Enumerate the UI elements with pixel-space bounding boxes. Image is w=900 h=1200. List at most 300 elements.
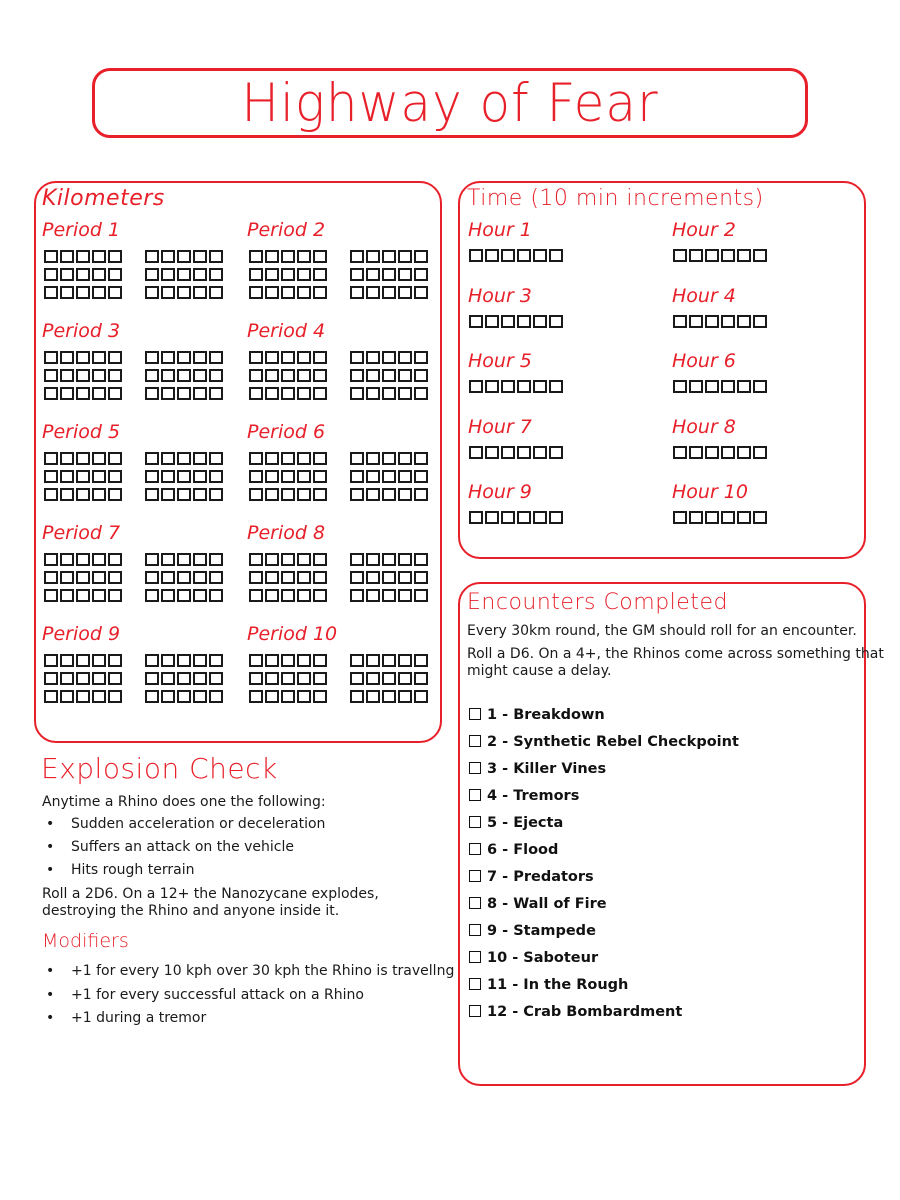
km-checkbox[interactable] bbox=[382, 387, 396, 400]
km-checkbox[interactable] bbox=[281, 553, 295, 566]
km-checkbox[interactable] bbox=[398, 553, 412, 566]
km-checkbox[interactable] bbox=[414, 286, 428, 299]
time-checkbox[interactable] bbox=[753, 315, 767, 328]
km-checkbox[interactable] bbox=[414, 553, 428, 566]
km-checkbox[interactable] bbox=[297, 286, 311, 299]
km-checkbox[interactable] bbox=[297, 654, 311, 667]
km-checkbox[interactable] bbox=[382, 589, 396, 602]
km-checkbox[interactable] bbox=[161, 286, 175, 299]
km-checkbox[interactable] bbox=[145, 387, 159, 400]
km-checkbox[interactable] bbox=[193, 589, 207, 602]
km-checkbox[interactable] bbox=[44, 268, 58, 281]
encounter-item[interactable] bbox=[469, 788, 579, 804]
km-checkbox[interactable] bbox=[193, 672, 207, 685]
km-checkbox[interactable] bbox=[145, 470, 159, 483]
km-checkbox[interactable] bbox=[108, 268, 122, 281]
km-checkbox[interactable] bbox=[92, 553, 106, 566]
time-checkbox[interactable] bbox=[721, 446, 735, 459]
km-checkbox[interactable] bbox=[265, 250, 279, 263]
km-checkbox[interactable] bbox=[177, 387, 191, 400]
time-checkbox[interactable] bbox=[673, 249, 687, 262]
km-checkbox[interactable] bbox=[249, 268, 263, 281]
km-checkbox[interactable] bbox=[209, 250, 223, 263]
km-checkbox[interactable] bbox=[209, 268, 223, 281]
km-checkbox[interactable] bbox=[193, 654, 207, 667]
km-checkbox[interactable] bbox=[108, 488, 122, 501]
km-checkbox[interactable] bbox=[60, 571, 74, 584]
time-checkbox[interactable] bbox=[517, 511, 531, 524]
time-checkbox[interactable] bbox=[705, 315, 719, 328]
km-checkbox[interactable] bbox=[350, 452, 364, 465]
time-checkbox[interactable] bbox=[673, 315, 687, 328]
time-checkbox[interactable] bbox=[737, 511, 751, 524]
km-checkbox[interactable] bbox=[265, 452, 279, 465]
km-checkbox[interactable] bbox=[265, 488, 279, 501]
km-checkbox[interactable] bbox=[281, 286, 295, 299]
encounter-item[interactable] bbox=[469, 842, 558, 858]
km-checkbox[interactable] bbox=[60, 672, 74, 685]
km-checkbox[interactable] bbox=[281, 268, 295, 281]
km-checkbox[interactable] bbox=[398, 351, 412, 364]
time-checkbox[interactable] bbox=[517, 446, 531, 459]
km-checkbox[interactable] bbox=[108, 470, 122, 483]
km-checkbox[interactable] bbox=[60, 654, 74, 667]
km-checkbox[interactable] bbox=[108, 690, 122, 703]
km-checkbox[interactable] bbox=[414, 672, 428, 685]
km-checkbox[interactable] bbox=[297, 268, 311, 281]
km-checkbox[interactable] bbox=[265, 553, 279, 566]
time-checkbox[interactable] bbox=[737, 249, 751, 262]
km-checkbox[interactable] bbox=[398, 387, 412, 400]
km-checkbox[interactable] bbox=[265, 387, 279, 400]
km-checkbox[interactable] bbox=[92, 452, 106, 465]
km-checkbox[interactable] bbox=[313, 452, 327, 465]
km-checkbox[interactable] bbox=[193, 553, 207, 566]
km-checkbox[interactable] bbox=[145, 268, 159, 281]
km-checkbox[interactable] bbox=[366, 268, 380, 281]
time-checkbox[interactable] bbox=[721, 380, 735, 393]
time-checkbox[interactable] bbox=[753, 249, 767, 262]
km-checkbox[interactable] bbox=[76, 690, 90, 703]
km-checkbox[interactable] bbox=[44, 571, 58, 584]
km-checkbox[interactable] bbox=[92, 387, 106, 400]
km-checkbox[interactable] bbox=[145, 672, 159, 685]
km-checkbox[interactable] bbox=[108, 387, 122, 400]
km-checkbox[interactable] bbox=[177, 250, 191, 263]
km-checkbox[interactable] bbox=[414, 351, 428, 364]
km-checkbox[interactable] bbox=[398, 654, 412, 667]
km-checkbox[interactable] bbox=[281, 351, 295, 364]
km-checkbox[interactable] bbox=[161, 268, 175, 281]
km-checkbox[interactable] bbox=[313, 672, 327, 685]
encounter-item[interactable] bbox=[469, 923, 596, 939]
km-checkbox[interactable] bbox=[145, 654, 159, 667]
km-checkbox[interactable] bbox=[366, 488, 380, 501]
time-checkbox[interactable] bbox=[533, 249, 547, 262]
km-checkbox[interactable] bbox=[76, 654, 90, 667]
km-checkbox[interactable] bbox=[281, 571, 295, 584]
km-checkbox[interactable] bbox=[297, 369, 311, 382]
km-checkbox[interactable] bbox=[44, 470, 58, 483]
km-checkbox[interactable] bbox=[414, 470, 428, 483]
km-checkbox[interactable] bbox=[108, 369, 122, 382]
km-checkbox[interactable] bbox=[313, 268, 327, 281]
km-checkbox[interactable] bbox=[281, 488, 295, 501]
km-checkbox[interactable] bbox=[313, 369, 327, 382]
time-checkbox[interactable] bbox=[689, 249, 703, 262]
km-checkbox[interactable] bbox=[76, 286, 90, 299]
km-checkbox[interactable] bbox=[177, 672, 191, 685]
km-checkbox[interactable] bbox=[350, 488, 364, 501]
km-checkbox[interactable] bbox=[76, 672, 90, 685]
km-checkbox[interactable] bbox=[108, 672, 122, 685]
km-checkbox[interactable] bbox=[44, 351, 58, 364]
km-checkbox[interactable] bbox=[313, 571, 327, 584]
km-checkbox[interactable] bbox=[60, 250, 74, 263]
km-checkbox[interactable] bbox=[92, 488, 106, 501]
encounter-checkbox-icon[interactable] bbox=[469, 951, 481, 963]
km-checkbox[interactable] bbox=[161, 654, 175, 667]
time-checkbox[interactable] bbox=[753, 446, 767, 459]
km-checkbox[interactable] bbox=[177, 571, 191, 584]
time-checkbox[interactable] bbox=[501, 511, 515, 524]
time-checkbox[interactable] bbox=[737, 315, 751, 328]
time-checkbox[interactable] bbox=[501, 249, 515, 262]
km-checkbox[interactable] bbox=[414, 387, 428, 400]
time-checkbox[interactable] bbox=[689, 380, 703, 393]
time-checkbox[interactable] bbox=[485, 315, 499, 328]
km-checkbox[interactable] bbox=[161, 672, 175, 685]
km-checkbox[interactable] bbox=[313, 553, 327, 566]
km-checkbox[interactable] bbox=[92, 286, 106, 299]
km-checkbox[interactable] bbox=[297, 589, 311, 602]
km-checkbox[interactable] bbox=[350, 351, 364, 364]
km-checkbox[interactable] bbox=[313, 470, 327, 483]
km-checkbox[interactable] bbox=[366, 250, 380, 263]
time-checkbox[interactable] bbox=[517, 249, 531, 262]
time-checkbox[interactable] bbox=[485, 446, 499, 459]
km-checkbox[interactable] bbox=[76, 470, 90, 483]
time-checkbox[interactable] bbox=[705, 446, 719, 459]
km-checkbox[interactable] bbox=[313, 286, 327, 299]
km-checkbox[interactable] bbox=[44, 488, 58, 501]
km-checkbox[interactable] bbox=[145, 351, 159, 364]
encounter-checkbox-icon[interactable] bbox=[469, 843, 481, 855]
km-checkbox[interactable] bbox=[382, 369, 396, 382]
km-checkbox[interactable] bbox=[161, 250, 175, 263]
time-checkbox[interactable] bbox=[721, 249, 735, 262]
km-checkbox[interactable] bbox=[398, 268, 412, 281]
km-checkbox[interactable] bbox=[60, 690, 74, 703]
km-checkbox[interactable] bbox=[177, 268, 191, 281]
km-checkbox[interactable] bbox=[297, 387, 311, 400]
km-checkbox[interactable] bbox=[414, 488, 428, 501]
km-checkbox[interactable] bbox=[92, 654, 106, 667]
time-checkbox[interactable] bbox=[737, 446, 751, 459]
km-checkbox[interactable] bbox=[350, 571, 364, 584]
km-checkbox[interactable] bbox=[76, 250, 90, 263]
km-checkbox[interactable] bbox=[161, 571, 175, 584]
km-checkbox[interactable] bbox=[249, 369, 263, 382]
time-checkbox[interactable] bbox=[673, 380, 687, 393]
km-checkbox[interactable] bbox=[281, 470, 295, 483]
km-checkbox[interactable] bbox=[108, 250, 122, 263]
km-checkbox[interactable] bbox=[209, 286, 223, 299]
encounter-item[interactable] bbox=[469, 1004, 682, 1020]
encounter-item[interactable] bbox=[469, 761, 606, 777]
km-checkbox[interactable] bbox=[350, 470, 364, 483]
km-checkbox[interactable] bbox=[382, 250, 396, 263]
km-checkbox[interactable] bbox=[297, 571, 311, 584]
km-checkbox[interactable] bbox=[382, 654, 396, 667]
km-checkbox[interactable] bbox=[193, 286, 207, 299]
km-checkbox[interactable] bbox=[297, 488, 311, 501]
encounter-checkbox-icon[interactable] bbox=[469, 924, 481, 936]
km-checkbox[interactable] bbox=[76, 488, 90, 501]
km-checkbox[interactable] bbox=[209, 589, 223, 602]
km-checkbox[interactable] bbox=[313, 690, 327, 703]
km-checkbox[interactable] bbox=[177, 470, 191, 483]
km-checkbox[interactable] bbox=[382, 553, 396, 566]
km-checkbox[interactable] bbox=[209, 387, 223, 400]
km-checkbox[interactable] bbox=[161, 369, 175, 382]
km-checkbox[interactable] bbox=[313, 488, 327, 501]
time-checkbox[interactable] bbox=[753, 511, 767, 524]
km-checkbox[interactable] bbox=[249, 654, 263, 667]
km-checkbox[interactable] bbox=[92, 672, 106, 685]
time-checkbox[interactable] bbox=[673, 511, 687, 524]
km-checkbox[interactable] bbox=[108, 452, 122, 465]
km-checkbox[interactable] bbox=[350, 387, 364, 400]
km-checkbox[interactable] bbox=[382, 452, 396, 465]
time-checkbox[interactable] bbox=[549, 315, 563, 328]
km-checkbox[interactable] bbox=[209, 553, 223, 566]
km-checkbox[interactable] bbox=[398, 571, 412, 584]
km-checkbox[interactable] bbox=[44, 672, 58, 685]
km-checkbox[interactable] bbox=[297, 351, 311, 364]
km-checkbox[interactable] bbox=[193, 268, 207, 281]
time-checkbox[interactable] bbox=[549, 511, 563, 524]
km-checkbox[interactable] bbox=[145, 369, 159, 382]
km-checkbox[interactable] bbox=[382, 571, 396, 584]
km-checkbox[interactable] bbox=[313, 250, 327, 263]
km-checkbox[interactable] bbox=[209, 672, 223, 685]
km-checkbox[interactable] bbox=[414, 589, 428, 602]
km-checkbox[interactable] bbox=[108, 553, 122, 566]
time-checkbox[interactable] bbox=[501, 446, 515, 459]
km-checkbox[interactable] bbox=[60, 488, 74, 501]
time-checkbox[interactable] bbox=[517, 315, 531, 328]
km-checkbox[interactable] bbox=[265, 672, 279, 685]
km-checkbox[interactable] bbox=[366, 286, 380, 299]
km-checkbox[interactable] bbox=[209, 452, 223, 465]
km-checkbox[interactable] bbox=[76, 369, 90, 382]
time-checkbox[interactable] bbox=[469, 249, 483, 262]
km-checkbox[interactable] bbox=[177, 553, 191, 566]
km-checkbox[interactable] bbox=[281, 690, 295, 703]
time-checkbox[interactable] bbox=[721, 315, 735, 328]
km-checkbox[interactable] bbox=[265, 470, 279, 483]
km-checkbox[interactable] bbox=[209, 488, 223, 501]
km-checkbox[interactable] bbox=[350, 553, 364, 566]
km-checkbox[interactable] bbox=[44, 654, 58, 667]
km-checkbox[interactable] bbox=[177, 488, 191, 501]
encounter-item[interactable] bbox=[469, 977, 628, 993]
km-checkbox[interactable] bbox=[209, 690, 223, 703]
km-checkbox[interactable] bbox=[414, 452, 428, 465]
km-checkbox[interactable] bbox=[108, 589, 122, 602]
km-checkbox[interactable] bbox=[366, 470, 380, 483]
encounter-checkbox-icon[interactable] bbox=[469, 762, 481, 774]
time-checkbox[interactable] bbox=[753, 380, 767, 393]
km-checkbox[interactable] bbox=[366, 369, 380, 382]
km-checkbox[interactable] bbox=[398, 470, 412, 483]
km-checkbox[interactable] bbox=[281, 654, 295, 667]
km-checkbox[interactable] bbox=[161, 452, 175, 465]
km-checkbox[interactable] bbox=[414, 654, 428, 667]
time-checkbox[interactable] bbox=[689, 315, 703, 328]
km-checkbox[interactable] bbox=[366, 654, 380, 667]
time-checkbox[interactable] bbox=[705, 511, 719, 524]
km-checkbox[interactable] bbox=[398, 286, 412, 299]
km-checkbox[interactable] bbox=[350, 286, 364, 299]
km-checkbox[interactable] bbox=[92, 571, 106, 584]
encounter-item[interactable] bbox=[469, 707, 605, 723]
km-checkbox[interactable] bbox=[414, 250, 428, 263]
time-checkbox[interactable] bbox=[469, 315, 483, 328]
km-checkbox[interactable] bbox=[193, 387, 207, 400]
time-checkbox[interactable] bbox=[705, 380, 719, 393]
km-checkbox[interactable] bbox=[76, 589, 90, 602]
time-checkbox[interactable] bbox=[549, 380, 563, 393]
km-checkbox[interactable] bbox=[281, 369, 295, 382]
km-checkbox[interactable] bbox=[382, 286, 396, 299]
km-checkbox[interactable] bbox=[44, 369, 58, 382]
km-checkbox[interactable] bbox=[281, 672, 295, 685]
time-checkbox[interactable] bbox=[721, 511, 735, 524]
km-checkbox[interactable] bbox=[92, 690, 106, 703]
km-checkbox[interactable] bbox=[76, 268, 90, 281]
km-checkbox[interactable] bbox=[76, 387, 90, 400]
km-checkbox[interactable] bbox=[161, 387, 175, 400]
km-checkbox[interactable] bbox=[92, 268, 106, 281]
time-checkbox[interactable] bbox=[485, 249, 499, 262]
km-checkbox[interactable] bbox=[249, 250, 263, 263]
km-checkbox[interactable] bbox=[92, 351, 106, 364]
encounter-item[interactable] bbox=[469, 950, 598, 966]
km-checkbox[interactable] bbox=[177, 452, 191, 465]
km-checkbox[interactable] bbox=[145, 553, 159, 566]
km-checkbox[interactable] bbox=[145, 250, 159, 263]
km-checkbox[interactable] bbox=[44, 589, 58, 602]
km-checkbox[interactable] bbox=[265, 286, 279, 299]
km-checkbox[interactable] bbox=[249, 589, 263, 602]
km-checkbox[interactable] bbox=[108, 654, 122, 667]
km-checkbox[interactable] bbox=[60, 553, 74, 566]
km-checkbox[interactable] bbox=[209, 654, 223, 667]
km-checkbox[interactable] bbox=[44, 387, 58, 400]
encounter-item[interactable] bbox=[469, 869, 594, 885]
km-checkbox[interactable] bbox=[92, 589, 106, 602]
km-checkbox[interactable] bbox=[398, 369, 412, 382]
km-checkbox[interactable] bbox=[209, 369, 223, 382]
km-checkbox[interactable] bbox=[145, 690, 159, 703]
km-checkbox[interactable] bbox=[249, 488, 263, 501]
km-checkbox[interactable] bbox=[161, 589, 175, 602]
km-checkbox[interactable] bbox=[92, 250, 106, 263]
km-checkbox[interactable] bbox=[265, 690, 279, 703]
km-checkbox[interactable] bbox=[60, 286, 74, 299]
km-checkbox[interactable] bbox=[161, 553, 175, 566]
km-checkbox[interactable] bbox=[297, 553, 311, 566]
km-checkbox[interactable] bbox=[44, 690, 58, 703]
km-checkbox[interactable] bbox=[44, 553, 58, 566]
time-checkbox[interactable] bbox=[469, 511, 483, 524]
km-checkbox[interactable] bbox=[366, 351, 380, 364]
km-checkbox[interactable] bbox=[145, 571, 159, 584]
km-checkbox[interactable] bbox=[414, 571, 428, 584]
km-checkbox[interactable] bbox=[209, 571, 223, 584]
km-checkbox[interactable] bbox=[398, 250, 412, 263]
km-checkbox[interactable] bbox=[60, 268, 74, 281]
km-checkbox[interactable] bbox=[297, 672, 311, 685]
km-checkbox[interactable] bbox=[297, 452, 311, 465]
km-checkbox[interactable] bbox=[265, 369, 279, 382]
km-checkbox[interactable] bbox=[193, 470, 207, 483]
km-checkbox[interactable] bbox=[44, 452, 58, 465]
km-checkbox[interactable] bbox=[398, 452, 412, 465]
km-checkbox[interactable] bbox=[297, 250, 311, 263]
km-checkbox[interactable] bbox=[193, 351, 207, 364]
time-checkbox[interactable] bbox=[533, 315, 547, 328]
km-checkbox[interactable] bbox=[193, 488, 207, 501]
encounter-checkbox-icon[interactable] bbox=[469, 897, 481, 909]
km-checkbox[interactable] bbox=[209, 351, 223, 364]
km-checkbox[interactable] bbox=[177, 589, 191, 602]
km-checkbox[interactable] bbox=[265, 571, 279, 584]
km-checkbox[interactable] bbox=[193, 369, 207, 382]
km-checkbox[interactable] bbox=[249, 452, 263, 465]
km-checkbox[interactable] bbox=[249, 571, 263, 584]
km-checkbox[interactable] bbox=[350, 672, 364, 685]
km-checkbox[interactable] bbox=[177, 690, 191, 703]
time-checkbox[interactable] bbox=[517, 380, 531, 393]
km-checkbox[interactable] bbox=[60, 387, 74, 400]
km-checkbox[interactable] bbox=[177, 351, 191, 364]
km-checkbox[interactable] bbox=[60, 452, 74, 465]
time-checkbox[interactable] bbox=[501, 380, 515, 393]
km-checkbox[interactable] bbox=[249, 672, 263, 685]
km-checkbox[interactable] bbox=[366, 690, 380, 703]
km-checkbox[interactable] bbox=[193, 571, 207, 584]
km-checkbox[interactable] bbox=[414, 268, 428, 281]
km-checkbox[interactable] bbox=[76, 452, 90, 465]
km-checkbox[interactable] bbox=[382, 351, 396, 364]
km-checkbox[interactable] bbox=[193, 452, 207, 465]
km-checkbox[interactable] bbox=[108, 351, 122, 364]
km-checkbox[interactable] bbox=[145, 286, 159, 299]
time-checkbox[interactable] bbox=[705, 249, 719, 262]
km-checkbox[interactable] bbox=[76, 553, 90, 566]
km-checkbox[interactable] bbox=[145, 452, 159, 465]
km-checkbox[interactable] bbox=[177, 654, 191, 667]
encounter-checkbox-icon[interactable] bbox=[469, 978, 481, 990]
encounter-item[interactable] bbox=[469, 896, 607, 912]
km-checkbox[interactable] bbox=[177, 369, 191, 382]
km-checkbox[interactable] bbox=[313, 351, 327, 364]
km-checkbox[interactable] bbox=[350, 250, 364, 263]
km-checkbox[interactable] bbox=[398, 690, 412, 703]
